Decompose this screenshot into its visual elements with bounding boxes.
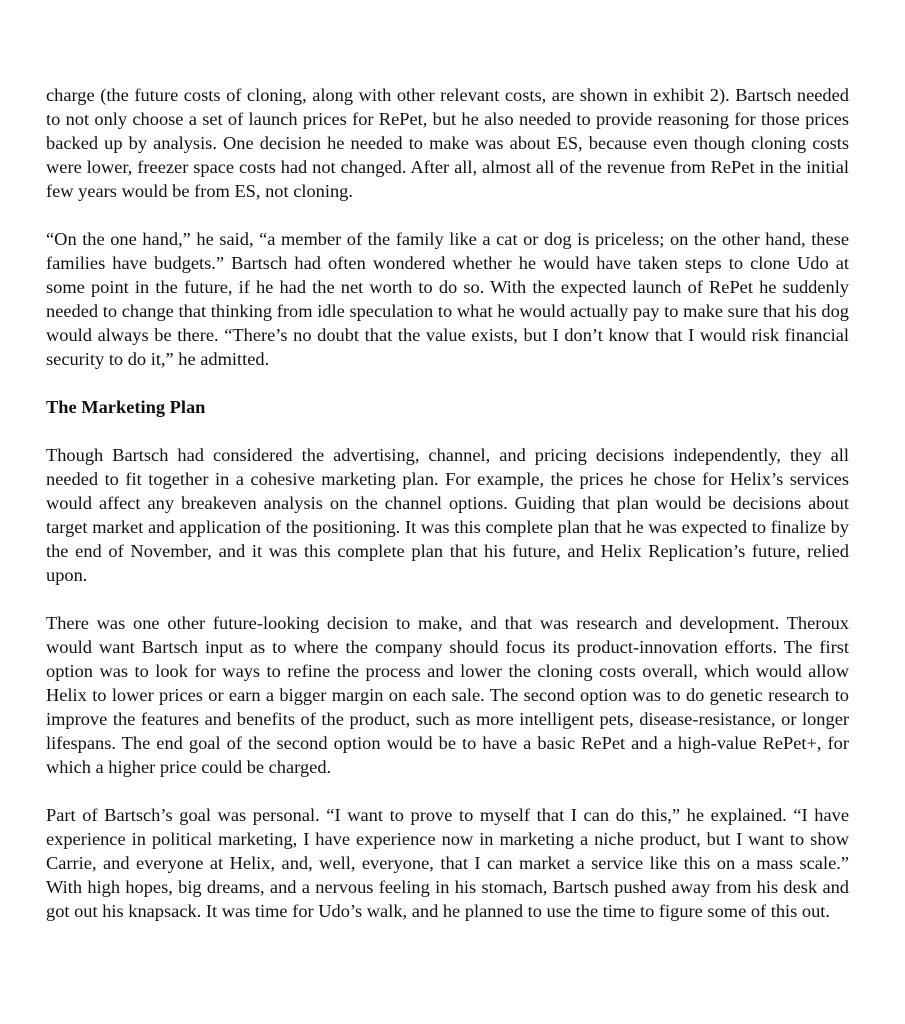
document-page [46,83,849,947]
section-heading-marketing-plan: The Marketing Plan [46,397,206,417]
paragraph-exhibit-costs: charge (the future costs of cloning, along with other relevant costs, are shown in exhibit 2). Bartsch needed to not only choose a set of launch prices for RePet, but he also needed to provide reasoning for those prices backed up by analysis. One decision he needed to make was about ES, because even though cloning costs were lower, freezer space costs had not changed. After all, almost all of the revenue from RePet in the initial few years would be from ES, not cloning. [46,85,849,201]
paragraph-research-development: There was one other future-looking decision to make, and that was research and development. Theroux would want Bartsch input as to where the company should focus its product-innovation efforts. The first option was to look for ways to refine the process and lower the cloning costs overall, which would allow Helix to lower prices or earn a bigger margin on each sale. The second option was to do genetic research to improve the features and benefits of the product, such as more intelligent pets, disease-resistance, or longer lifespans. The end goal of the second option would be to have a basic RePet and a high-value RePet+, for which a higher price could be charged. [46,613,849,777]
paragraph-priceless-quote: “On the one hand,” he said, “a member of the family like a cat or dog is priceless; on the other hand, these families have budgets.” Bartsch had often wondered whether he would have taken steps to clone Udo at some point in the future, if he had the net worth to do so. With the expected launch of RePet he suddenly needed to change that thinking from idle speculation to what he would actually pay to make sure that his dog would always be there. “There’s no doubt that the value exists, but I don’t know that I would risk financial security to do it,” he admitted. [46,229,849,369]
paragraph-cohesive-plan: Though Bartsch had considered the advertising, channel, and pricing decisions independently, they all needed to fit together in a cohesive marketing plan. For example, the prices he chose for Helix’s services would affect any breakeven analysis on the channel options. Guiding that plan would be decisions about target market and application of the positioning. It was this complete plan that he was expected to finalize by the end of November, and it was this complete plan that his future, and Helix Replication’s future, relied upon. [46,445,849,585]
paragraph-personal-goal: Part of Bartsch’s goal was personal. “I want to prove to myself that I can do this,” he explained. “I have experience in political marketing, I have experience now in marketing a niche product, but I want to show Carrie, and everyone at Helix, and, well, everyone, that I can market a service like this on a mass scale.” With high hopes, big dreams, and a nervous feeling in his stomach, Bartsch pushed away from his desk and got out his knapsack. It was time for Udo’s walk, and he planned to use the time to figure some of this out. [46,805,849,921]
